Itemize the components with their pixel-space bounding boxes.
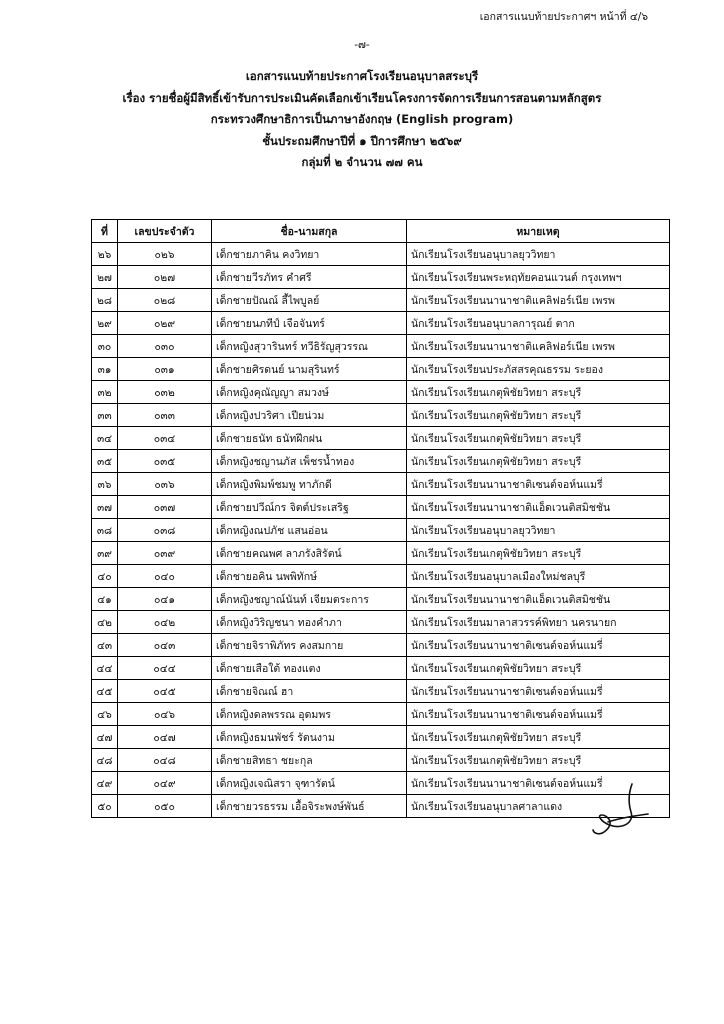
student-name-cell: เด็กชายอคิน นพพิทักษ์ bbox=[212, 565, 407, 588]
row-number-cell: ๓๐ bbox=[92, 335, 118, 358]
student-id-cell: ๐๓๔ bbox=[118, 427, 212, 450]
remark-cell: นักเรียนโรงเรียนเกตุพิชัยวิทยา สระบุรี bbox=[407, 542, 670, 565]
student-name-cell: เด็กชายปวีณ์กร จิตต์ประเสริฐ bbox=[212, 496, 407, 519]
student-id-cell: ๐๔๓ bbox=[118, 634, 212, 657]
row-number-cell: ๔๕ bbox=[92, 680, 118, 703]
student-id-cell: ๐๓๙ bbox=[118, 542, 212, 565]
row-number-cell: ๓๖ bbox=[92, 473, 118, 496]
remark-cell: นักเรียนโรงเรียนเกตุพิชัยวิทยา สระบุรี bbox=[407, 749, 670, 772]
student-id-cell: ๐๔๕ bbox=[118, 680, 212, 703]
row-number-cell: ๒๖ bbox=[92, 243, 118, 266]
table-row bbox=[92, 749, 670, 772]
row-number-cell: ๒๙ bbox=[92, 312, 118, 335]
remark-cell: นักเรียนโรงเรียนนานาชาติเซนต์จอห์นแมรี่ bbox=[407, 772, 670, 795]
student-name-cell: เด็กชายจิราพิภัทร คงสมกาย bbox=[212, 634, 407, 657]
row-number-cell: ๔๔ bbox=[92, 657, 118, 680]
row-number-cell: ๓๓ bbox=[92, 404, 118, 427]
table-row bbox=[92, 519, 670, 542]
table-row bbox=[92, 473, 670, 496]
table-row bbox=[92, 358, 670, 381]
student-name-cell: เด็กชายธนัท ธนัทฝึกฝน bbox=[212, 427, 407, 450]
document-heading bbox=[0, 66, 724, 174]
student-id-cell: ๐๓๗ bbox=[118, 496, 212, 519]
row-number-cell: ๔๒ bbox=[92, 611, 118, 634]
student-id-cell: ๐๔๑ bbox=[118, 588, 212, 611]
heading-line: กระทรวงศึกษาธิการเป็นภาษาอังกฤษ (English program) bbox=[210, 112, 514, 126]
student-name-cell: เด็กหญิงดลพรรณ อุดมพร bbox=[212, 703, 407, 726]
table-row bbox=[92, 381, 670, 404]
heading-line: ชั้นประถมศึกษาปีที่ ๑ ปีการศึกษา ๒๕๖๙ bbox=[262, 133, 462, 148]
signature-icon bbox=[588, 778, 660, 842]
student-id-cell: ๐๔๔ bbox=[118, 657, 212, 680]
table-row bbox=[92, 565, 670, 588]
table-row bbox=[92, 312, 670, 335]
student-id-cell: ๐๔๘ bbox=[118, 749, 212, 772]
student-name-cell: เด็กชายศิรดนย์ นามสุรินทร์ bbox=[212, 358, 407, 381]
student-name-cell: เด็กหญิงวิริญชนา ทองคำภา bbox=[212, 611, 407, 634]
student-id-cell: ๐๒๗ bbox=[118, 266, 212, 289]
remark-cell: นักเรียนโรงเรียนอนุบาลยุววิทยา bbox=[407, 519, 670, 542]
table-row bbox=[92, 427, 670, 450]
table-row bbox=[92, 611, 670, 634]
row-number-cell: ๔๑ bbox=[92, 588, 118, 611]
table-row bbox=[92, 588, 670, 611]
row-number-cell: ๔๗ bbox=[92, 726, 118, 749]
student-name-cell: เด็กหญิงปวริศา เปียน่วม bbox=[212, 404, 407, 427]
student-name-cell: เด็กชายจิณณ์ ฮา bbox=[212, 680, 407, 703]
student-id-cell: ๐๓๕ bbox=[118, 450, 212, 473]
table-row bbox=[92, 726, 670, 749]
row-number-cell: ๓๗ bbox=[92, 496, 118, 519]
table-row bbox=[92, 289, 670, 312]
remark-cell: นักเรียนโรงเรียนเกตุพิชัยวิทยา สระบุรี bbox=[407, 427, 670, 450]
row-number-cell: ๓๙ bbox=[92, 542, 118, 565]
student-name-cell: เด็กชายวรธรรม เอื้อจิระพงษ์พันธ์ bbox=[212, 795, 407, 818]
student-name-cell: เด็กชายวีรภัทร คำศรี bbox=[212, 266, 407, 289]
remark-cell: นักเรียนโรงเรียนเกตุพิชัยวิทยา สระบุรี bbox=[407, 404, 670, 427]
table-body bbox=[92, 243, 670, 818]
table-header-row bbox=[92, 220, 670, 243]
student-name-cell: เด็กหญิงธมนพัชร์ รัตนงาม bbox=[212, 726, 407, 749]
student-id-cell: ๐๓๐ bbox=[118, 335, 212, 358]
student-id-cell: ๐๒๖ bbox=[118, 243, 212, 266]
student-id-cell: ๐๔๙ bbox=[118, 772, 212, 795]
student-id-cell: ๐๒๘ bbox=[118, 289, 212, 312]
student-name-cell: เด็กชายปัณณ์ ลี้ไพบูลย์ bbox=[212, 289, 407, 312]
table-row bbox=[92, 634, 670, 657]
table-row bbox=[92, 772, 670, 795]
student-name-cell: เด็กหญิงชญาณ์นันท์ เจียมตระการ bbox=[212, 588, 407, 611]
row-number-cell: ๕๐ bbox=[92, 795, 118, 818]
table-row bbox=[92, 266, 670, 289]
remark-cell: นักเรียนโรงเรียนเกตุพิชัยวิทยา สระบุรี bbox=[407, 450, 670, 473]
student-id-cell: ๐๓๖ bbox=[118, 473, 212, 496]
student-name-cell: เด็กหญิงคุณัญญา สมวงษ์ bbox=[212, 381, 407, 404]
remark-cell: นักเรียนโรงเรียนอนุบาลยุววิทยา bbox=[407, 243, 670, 266]
table-row bbox=[92, 703, 670, 726]
student-id-cell: ๐๒๙ bbox=[118, 312, 212, 335]
student-id-cell: ๐๕๐ bbox=[118, 795, 212, 818]
heading-line: กลุ่มที่ ๒ จำนวน ๗๗ คน bbox=[301, 155, 423, 169]
student-id-cell: ๐๔๖ bbox=[118, 703, 212, 726]
student-name-cell: เด็กชายสิทธา ชยะกุล bbox=[212, 749, 407, 772]
student-name-cell: เด็กชายเสือใต้ ทองแตง bbox=[212, 657, 407, 680]
student-name-cell: เด็กหญิงสุวารินทร์ ทวีธิรัญสุวรรณ bbox=[212, 335, 407, 358]
student-id-cell: ๐๓๑ bbox=[118, 358, 212, 381]
remark-cell: นักเรียนโรงเรียนมาลาสวรรค์พิทยา นครนายก bbox=[407, 611, 670, 634]
row-number-cell: ๔๙ bbox=[92, 772, 118, 795]
row-number-cell: ๒๗ bbox=[92, 266, 118, 289]
heading-line: เอกสารแนบท้ายประกาศโรงเรียนอนุบาลสระบุรี bbox=[245, 69, 479, 83]
table-row bbox=[92, 657, 670, 680]
student-id-cell: ๐๔๗ bbox=[118, 726, 212, 749]
column-header-id: เลขประจำตัว bbox=[118, 220, 212, 243]
remark-cell: นักเรียนโรงเรียนพระหฤทัยคอนแวนต์ กรุงเทพฯ bbox=[407, 266, 670, 289]
table-row bbox=[92, 496, 670, 519]
remark-cell: นักเรียนโรงเรียนนานาชาติแอ็ดเวนติสมิชชัน bbox=[407, 588, 670, 611]
student-id-cell: ๐๔๒ bbox=[118, 611, 212, 634]
student-name-cell: เด็กชายคณพศ ลาภรังสิรัตน์ bbox=[212, 542, 407, 565]
student-name-cell: เด็กชายภาคิน คงวิทยา bbox=[212, 243, 407, 266]
row-number-cell: ๒๘ bbox=[92, 289, 118, 312]
remark-cell: นักเรียนโรงเรียนเกตุพิชัยวิทยา สระบุรี bbox=[407, 381, 670, 404]
student-id-cell: ๐๓๓ bbox=[118, 404, 212, 427]
remark-cell: นักเรียนโรงเรียนนานาชาติแอ็ดเวนติสมิชชัน bbox=[407, 496, 670, 519]
row-number-cell: ๓๔ bbox=[92, 427, 118, 450]
row-number-cell: ๓๕ bbox=[92, 450, 118, 473]
student-name-cell: เด็กชายนภทีป์ เจือจันทร์ bbox=[212, 312, 407, 335]
row-number-cell: ๔๖ bbox=[92, 703, 118, 726]
table-row bbox=[92, 404, 670, 427]
student-name-cell: เด็กหญิงเจณิสรา จุฑารัตน์ bbox=[212, 772, 407, 795]
student-id-cell: ๐๓๘ bbox=[118, 519, 212, 542]
row-number-cell: ๓๑ bbox=[92, 358, 118, 381]
page-number: -๗- bbox=[354, 39, 370, 51]
table-row bbox=[92, 680, 670, 703]
column-header-name: ชื่อ-นามสกุล bbox=[212, 220, 407, 243]
remark-cell: นักเรียนโรงเรียนนานาชาติแคลิฟอร์เนีย เพรพ bbox=[407, 289, 670, 312]
table-row bbox=[92, 243, 670, 266]
row-number-cell: ๔๐ bbox=[92, 565, 118, 588]
row-number-cell: ๔๘ bbox=[92, 749, 118, 772]
remark-cell: นักเรียนโรงเรียนประภัสสรคุณธรรม ระยอง bbox=[407, 358, 670, 381]
remark-cell: นักเรียนโรงเรียนนานาชาติเซนต์จอห์นแมรี่ bbox=[407, 634, 670, 657]
remark-cell: นักเรียนโรงเรียนเกตุพิชัยวิทยา สระบุรี bbox=[407, 726, 670, 749]
table-row bbox=[92, 450, 670, 473]
row-number-cell: ๓๒ bbox=[92, 381, 118, 404]
remark-cell: นักเรียนโรงเรียนนานาชาติเซนต์จอห์นแมรี่ bbox=[407, 703, 670, 726]
row-number-cell: ๓๘ bbox=[92, 519, 118, 542]
table-row bbox=[92, 542, 670, 565]
student-id-cell: ๐๔๐ bbox=[118, 565, 212, 588]
student-name-cell: เด็กหญิงณปภัช แสนอ่อน bbox=[212, 519, 407, 542]
student-name-cell: เด็กหญิงพิมพ์ชมพู ทาภักดี bbox=[212, 473, 407, 496]
student-name-cell: เด็กหญิงชญานภัส เพ็ชรน้ำทอง bbox=[212, 450, 407, 473]
table-row bbox=[92, 335, 670, 358]
remark-cell: นักเรียนโรงเรียนนานาชาติเซนต์จอห์นแมรี่ bbox=[407, 680, 670, 703]
table-row bbox=[92, 795, 670, 818]
remark-cell: นักเรียนโรงเรียนนานาชาติเซนต์จอห์นแมรี่ bbox=[407, 473, 670, 496]
heading-line: เรื่อง รายชื่อผู้มีสิทธิ์เข้ารับการประเมินคัดเลือกเข้าเรียนโครงการจัดการเรียนการสอนตามหลักสูตร bbox=[122, 90, 602, 105]
column-header-remark: หมายเหตุ bbox=[407, 220, 670, 243]
candidate-table bbox=[91, 219, 670, 818]
row-number-cell: ๔๓ bbox=[92, 634, 118, 657]
column-header-number: ที่ bbox=[92, 220, 118, 243]
remark-cell: นักเรียนโรงเรียนอนุบาลการุณย์ ตาก bbox=[407, 312, 670, 335]
student-id-cell: ๐๓๒ bbox=[118, 381, 212, 404]
remark-cell: นักเรียนโรงเรียนอนุบาลศาลาแดง bbox=[407, 795, 670, 818]
remark-cell: นักเรียนโรงเรียนนานาชาติแคลิฟอร์เนีย เพรพ bbox=[407, 335, 670, 358]
remark-cell: นักเรียนโรงเรียนอนุบาลเมืองใหม่ชลบุรี bbox=[407, 565, 670, 588]
document-reference: เอกสารแนบท้ายประกาศฯ หน้าที่ ๔/๖ bbox=[479, 11, 648, 23]
remark-cell: นักเรียนโรงเรียนเกตุพิชัยวิทยา สระบุรี bbox=[407, 657, 670, 680]
